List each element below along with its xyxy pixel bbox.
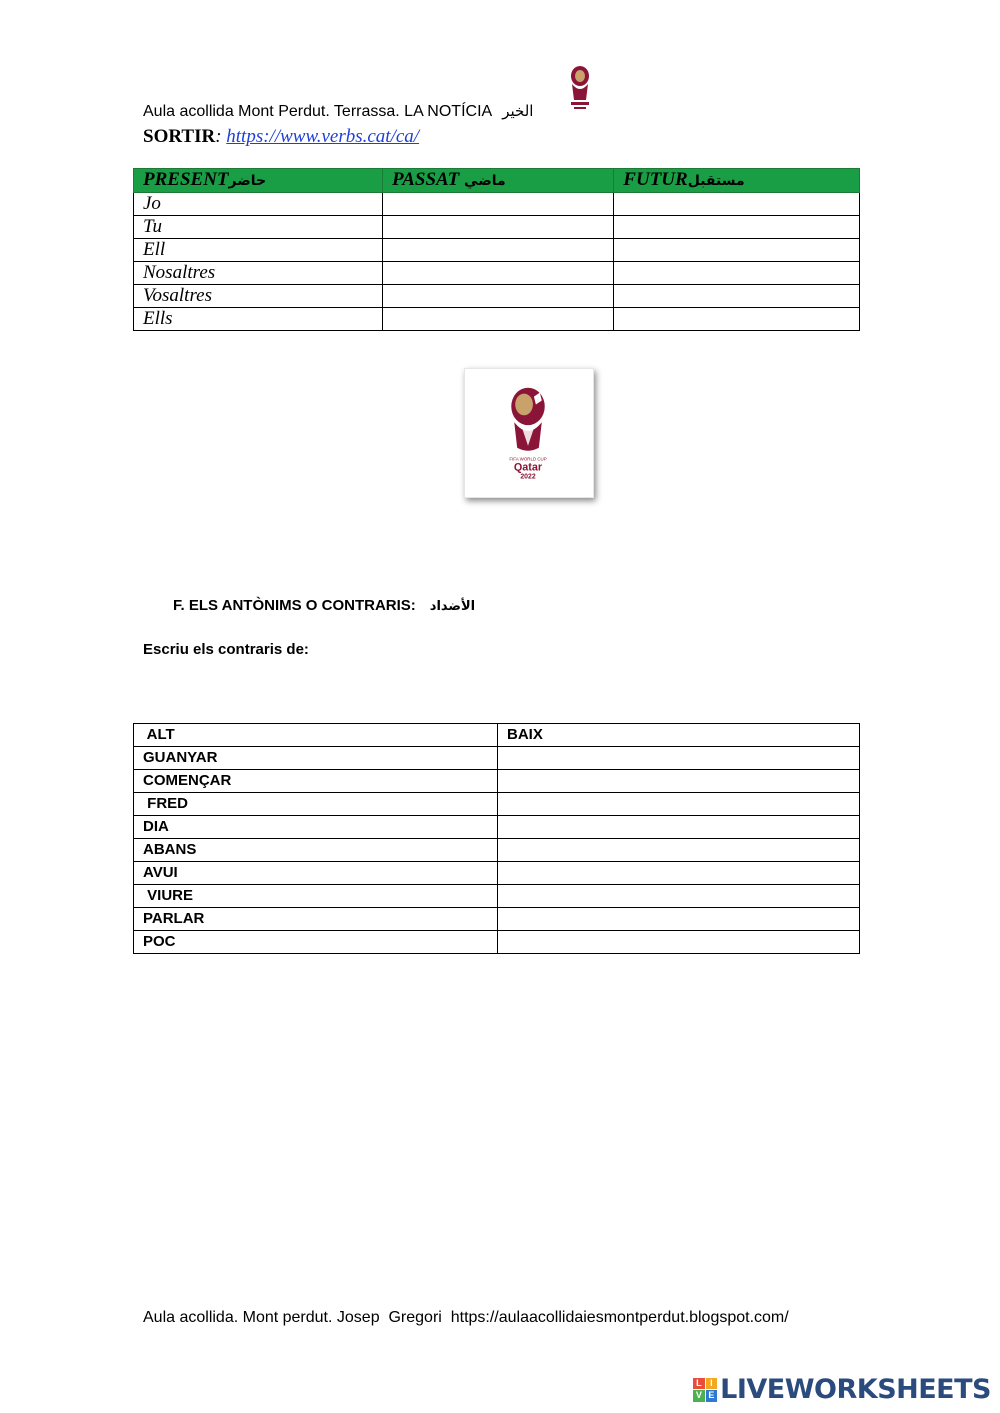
table-row [134, 747, 860, 770]
verbs-link[interactable]: https://www.verbs.cat/ca/ [226, 126, 420, 147]
passat-answer-cell[interactable] [383, 216, 614, 239]
answer-cell[interactable] [498, 885, 860, 908]
verbs-table-header [134, 169, 860, 193]
qatar-logo-image [464, 368, 594, 498]
futur-answer-cell[interactable] [614, 193, 860, 216]
answer-cell[interactable] [498, 862, 860, 885]
pronoun-cell: Vosaltres [134, 285, 383, 308]
futur-answer-cell[interactable] [614, 308, 860, 331]
instruction-text: Escriu els contraris de: [143, 641, 309, 658]
header-passat: PASSAT ماضي [383, 169, 614, 193]
answer-cell[interactable] [498, 816, 860, 839]
word-cell: ABANS [134, 839, 498, 862]
footer-text: Aula acollida. Mont perdut. Josep Gregori https://aulaacollidaiesmontperdut.blogspot.com/ [143, 1309, 789, 1326]
word-cell: AVUI [134, 862, 498, 885]
antonyms-table [133, 723, 860, 954]
world-cup-trophy-icon [465, 369, 593, 497]
table-row [134, 931, 860, 954]
word-cell: COMENÇAR [134, 770, 498, 793]
table-row [134, 193, 860, 216]
header-line [143, 102, 533, 121]
answer-cell[interactable] [498, 839, 860, 862]
futur-answer-cell[interactable] [614, 216, 860, 239]
sortir-label: SORTIR [143, 126, 216, 147]
futur-answer-cell[interactable] [614, 285, 860, 308]
pronoun-cell: Jo [134, 193, 383, 216]
answer-cell[interactable] [498, 770, 860, 793]
logo-year: 2022 [520, 473, 536, 481]
futur-answer-cell[interactable] [614, 239, 860, 262]
table-row [134, 862, 860, 885]
answer-cell[interactable]: BAIX [498, 724, 860, 747]
word-cell: POC [134, 931, 498, 954]
answer-cell[interactable] [498, 793, 860, 816]
mark-letter: L [693, 1378, 705, 1390]
table-row [134, 285, 860, 308]
sortir-colon: : [215, 126, 222, 147]
table-row [134, 239, 860, 262]
answer-cell[interactable] [498, 908, 860, 931]
header-arabic: الخير [502, 102, 534, 120]
pronoun-cell: Tu [134, 216, 383, 239]
passat-answer-cell[interactable] [383, 285, 614, 308]
section-f-arabic: الأضداد [429, 599, 476, 614]
table-row [134, 262, 860, 285]
answer-cell[interactable] [498, 747, 860, 770]
qatar-logo-small-icon [566, 64, 594, 116]
word-cell: DIA [134, 816, 498, 839]
header-present: PRESENTحاضر [134, 169, 383, 193]
liveworksheets-logo[interactable] [693, 1374, 991, 1405]
sortir-line [143, 126, 419, 148]
word-cell: FRED [134, 793, 498, 816]
word-cell: ALT [134, 724, 498, 747]
mark-letter: I [706, 1378, 718, 1390]
pronoun-cell: Nosaltres [134, 262, 383, 285]
table-row [134, 839, 860, 862]
pronoun-cell: Ell [134, 239, 383, 262]
liveworksheets-name: LIVEWORKSHEETS [720, 1374, 991, 1405]
table-row [134, 885, 860, 908]
liveworksheets-mark-icon [693, 1378, 717, 1402]
passat-answer-cell[interactable] [383, 239, 614, 262]
header-futur: FUTURمستقبل [614, 169, 860, 193]
pronoun-cell: Ells [134, 308, 383, 331]
passat-answer-cell[interactable] [383, 308, 614, 331]
table-row [134, 908, 860, 931]
table-row [134, 816, 860, 839]
table-row [134, 216, 860, 239]
table-row [134, 724, 860, 747]
passat-answer-cell[interactable] [383, 262, 614, 285]
futur-answer-cell[interactable] [614, 262, 860, 285]
section-f-title: F. ELS ANTÒNIMS O CONTRARIS: الأضداد [173, 597, 476, 614]
answer-cell[interactable] [498, 931, 860, 954]
logo-brand-line: FIFA WORLD CUP [509, 456, 547, 462]
mark-letter: E [706, 1390, 718, 1402]
mark-letter: V [693, 1390, 705, 1402]
header-title: Aula acollida Mont Perdut. Terrassa. LA NOTÍCIA [143, 103, 493, 120]
word-cell: PARLAR [134, 908, 498, 931]
table-row [134, 308, 860, 331]
verbs-table [133, 168, 860, 331]
table-row [134, 793, 860, 816]
passat-answer-cell[interactable] [383, 193, 614, 216]
table-row [134, 770, 860, 793]
word-cell: VIURE [134, 885, 498, 908]
logo-name: Qatar [513, 461, 543, 474]
word-cell: GUANYAR [134, 747, 498, 770]
